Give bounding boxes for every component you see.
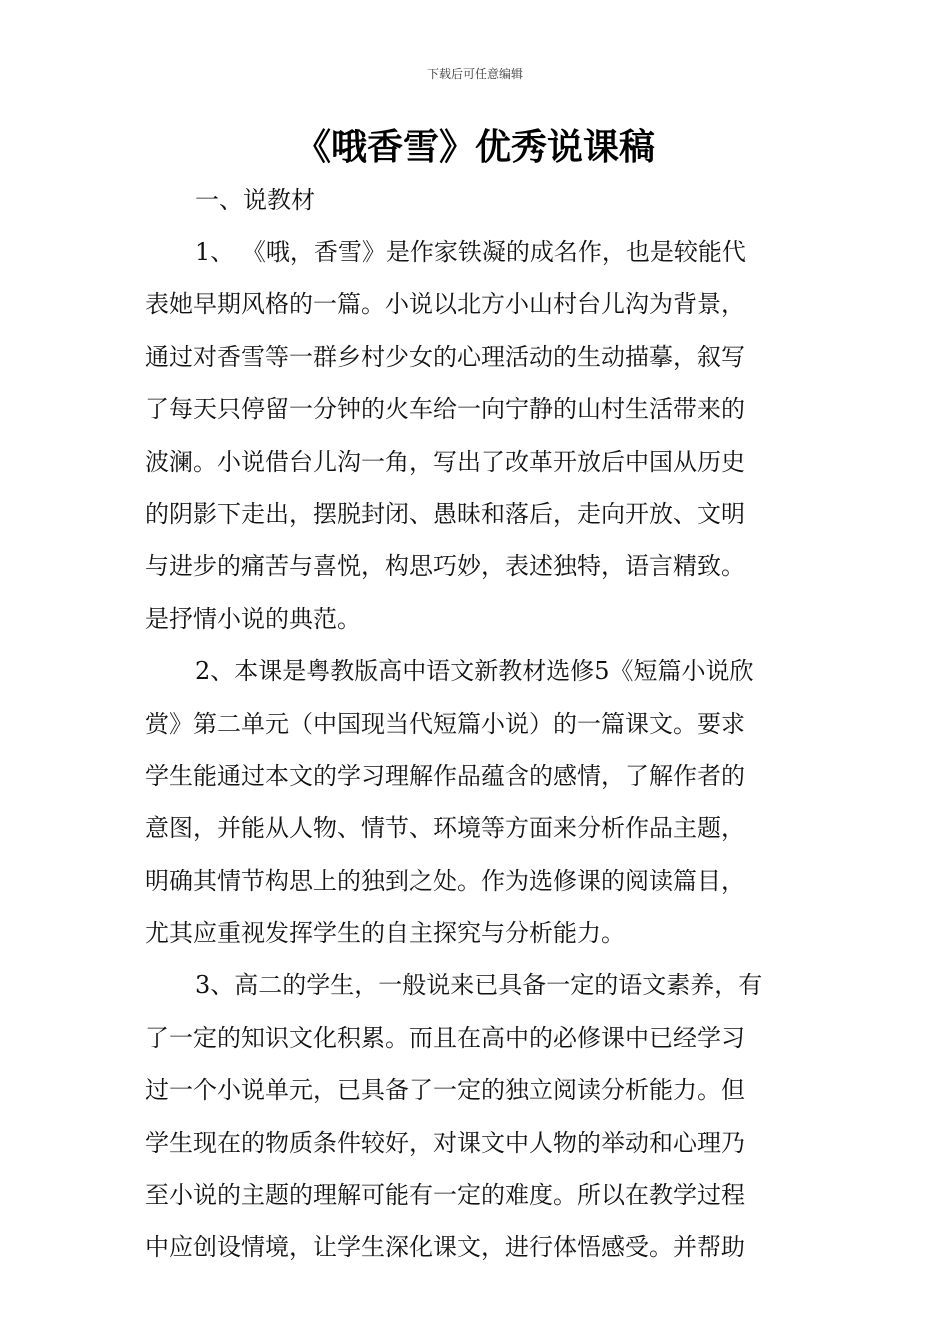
paragraph-3 bbox=[145, 959, 810, 1273]
paragraph-line: 尤其应重视发挥学生的自主探究与分析能力。 bbox=[145, 919, 625, 948]
paragraph-line: 3、高二的学生，一般说来已具备一定的语文素养，有 bbox=[195, 971, 763, 1000]
paragraph-line: 波澜。小说借台儿沟一角，写出了改革开放后中国从历史 bbox=[145, 447, 745, 476]
paragraph-line: 与进步的痛苦与喜悦，构思巧妙，表述独特，语言精致。 bbox=[145, 552, 745, 581]
paragraph-line: 至小说的主题的理解可能有一定的难度。所以在教学过程 bbox=[145, 1181, 745, 1210]
document-title: 《哦香雪》优秀说课稿 bbox=[294, 127, 655, 168]
paragraph-line: 通过对香雪等一群乡村少女的心理活动的生动描摹，叙写 bbox=[145, 342, 745, 371]
paragraph-line: 学生能通过本文的学习理解作品蕴含的感情，了解作者的 bbox=[145, 761, 745, 790]
paragraph-line: 意图，并能从人物、情节、环境等方面来分析作品主题， bbox=[145, 814, 745, 843]
paragraph-line: 学生现在的物质条件较好，对课文中人物的举动和心理乃 bbox=[145, 1128, 745, 1157]
paragraph-line: 明确其情节构思上的独到之处。作为选修课的阅读篇目， bbox=[145, 866, 745, 895]
header-note: 下载后可任意编辑 bbox=[426, 67, 523, 81]
paragraph-line: 表她早期风格的一篇。小说以北方小山村台儿沟为背景， bbox=[145, 290, 745, 319]
paragraph-line: 过一个小说单元，已具备了一定的独立阅读分析能力。但 bbox=[145, 1076, 745, 1105]
paragraph-1 bbox=[145, 226, 810, 645]
paragraph-line: 2、本课是粤教版高中语文新教材选修5《短篇小说欣 bbox=[195, 657, 754, 686]
paragraph-line: 中应创设情境，让学生深化课文，进行体悟感受。并帮助 bbox=[145, 1233, 745, 1262]
paragraph-line: 的阴影下走出，摆脱封闭、愚昧和落后，走向开放、文明 bbox=[145, 499, 745, 528]
paragraph-line: 1、 《哦，香雪》是作家铁凝的成名作，也是较能代 bbox=[195, 238, 746, 266]
paragraph-line: 是抒情小说的典范。 bbox=[145, 604, 361, 633]
document-body bbox=[145, 176, 810, 1274]
paragraph-line: 赏》第二单元（中国现当代短篇小说）的一篇课文。要求 bbox=[145, 709, 745, 738]
paragraph-line: 了每天只停留一分钟的火车给一向宁静的山村生活带来的 bbox=[145, 395, 745, 424]
paragraph-line: 了一定的知识文化积累。而且在高中的必修课中已经学习 bbox=[145, 1023, 745, 1052]
paragraph-2 bbox=[145, 645, 810, 959]
section-heading: 一、说教材 bbox=[195, 186, 315, 214]
